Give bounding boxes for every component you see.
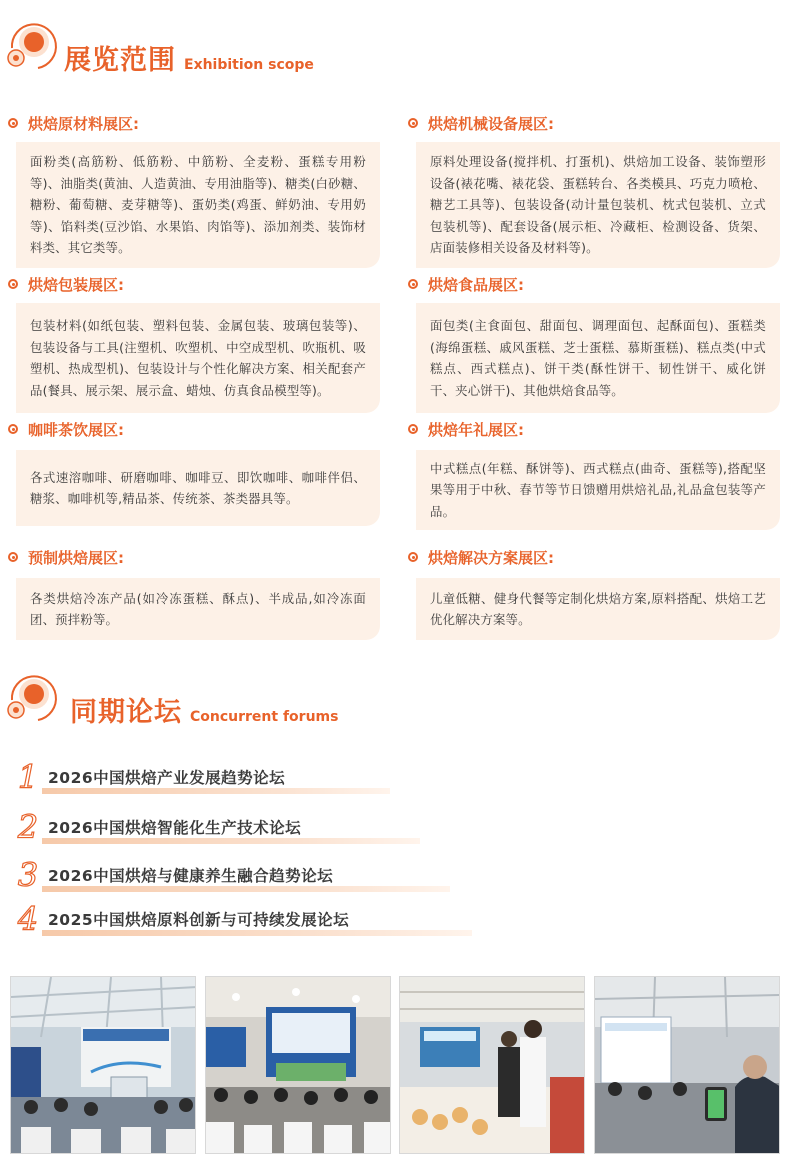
event-photo-image	[11, 977, 196, 1154]
zone-gift	[408, 418, 780, 519]
bullet-icon	[8, 552, 18, 562]
bullet-icon	[408, 552, 418, 562]
zone-solutions	[408, 546, 780, 627]
zone-description: 包装材料(如纸包装、塑料包装、金属包装、玻璃包装等)、包装设备与工具(注塑机、吹塑机、中空成型机、吹瓶机、吸塑机、热成型机)、包装设计与个性化解决方案、相关配套产品(餐具、展示架、展示盒、蜡烛、仿真食品模型等)。	[16, 303, 380, 413]
zone-label: 烘焙食品展区:	[428, 275, 524, 294]
event-photo-4	[594, 976, 780, 1154]
forum-title: 2026中国烘焙产业发展趋势论坛	[48, 769, 286, 787]
bullet-icon	[8, 118, 18, 128]
forum-item	[12, 760, 392, 794]
forum-number: 2	[17, 808, 39, 846]
event-photo-image	[400, 977, 585, 1154]
zone-description: 各类烘焙冷冻产品(如冷冻蛋糕、酥点)、半成品,如冷冻面团、预拌粉等。	[16, 578, 380, 640]
bullet-icon	[408, 424, 418, 434]
bullet-icon	[8, 279, 18, 289]
zone-label: 烘焙解决方案展区:	[428, 548, 554, 567]
event-photo-1	[10, 976, 196, 1154]
forum-underline	[42, 930, 472, 936]
event-photo-3	[399, 976, 585, 1154]
forum-title: 2026中国烘焙智能化生产技术论坛	[48, 819, 302, 837]
zone-description: 中式糕点(年糕、酥饼等)、西式糕点(曲奇、蛋糕等),搭配坚果等用于中秋、春节等节日馈赠用烘焙礼品,礼品盒包装等产品。	[416, 450, 780, 530]
zone-label: 咖啡茶饮展区:	[28, 420, 124, 439]
zone-label: 烘焙机械设备展区:	[428, 114, 554, 133]
section-title: 展览范围	[64, 45, 176, 76]
bullet-icon	[8, 424, 18, 434]
zone-label: 烘焙包装展区:	[28, 275, 124, 294]
section-title: 同期论坛	[70, 697, 182, 728]
zone-label: 烘焙年礼展区:	[428, 420, 524, 439]
zone-prepared	[8, 546, 380, 627]
section-subtitle: Concurrent forums	[190, 709, 339, 725]
section-subtitle: Exhibition scope	[184, 57, 314, 73]
forum-number: 4	[17, 900, 39, 938]
zone-packaging	[8, 273, 380, 398]
bullet-icon	[408, 118, 418, 128]
zone-machinery	[408, 112, 780, 256]
forum-underline	[42, 838, 420, 844]
forum-number: 3	[17, 856, 39, 894]
forum-underline	[42, 788, 390, 794]
event-photo-2	[205, 976, 391, 1154]
zone-description: 儿童低糖、健身代餐等定制化烘焙方案,原料搭配、烘焙工艺优化解决方案等。	[416, 578, 780, 640]
zone-food	[408, 273, 780, 398]
zone-description: 面包类(主食面包、甜面包、调理面包、起酥面包)、蛋糕类(海绵蛋糕、戚风蛋糕、芝士蛋糕、慕斯蛋糕)、糕点类(中式糕点、西式糕点)、饼干类(酥性饼干、韧性饼干、威化饼干、夹心饼干)、其他烘焙食品等。	[416, 303, 780, 413]
zone-description: 各式速溶咖啡、研磨咖啡、咖啡豆、即饮咖啡、咖啡伴侣、糖浆、咖啡机等,精品茶、传统茶、茶类器具等。	[16, 450, 380, 526]
event-photo-image	[206, 977, 391, 1154]
zone-coffee-tea	[8, 418, 380, 506]
forum-underline	[42, 886, 450, 892]
zone-description: 面粉类(高筋粉、低筋粉、中筋粉、全麦粉、蛋糕专用粉等)、油脂类(黄油、人造黄油、专用油脂等)、糖类(白砂糖、糖粉、葡萄糖、麦芽糖等)、蛋奶类(鸡蛋、鲜奶油、专用奶等)、馅料类(豆沙馅、水果馅、肉馅等)、添加剂类、装饰材料类、其它类等。	[16, 142, 380, 268]
bullet-icon	[408, 279, 418, 289]
zone-label: 烘焙原材料展区:	[28, 114, 139, 133]
forum-number: 1	[17, 758, 39, 796]
circle-logo-icon	[4, 664, 64, 724]
circle-logo-icon	[4, 12, 64, 72]
event-photo-image	[595, 977, 780, 1154]
forum-title: 2025中国烘焙原料创新与可持续发展论坛	[48, 911, 350, 929]
zone-raw-materials	[8, 112, 380, 256]
zone-description: 原料处理设备(搅拌机、打蛋机)、烘焙加工设备、装饰塑形设备(裱花嘴、裱花袋、蛋糕转台、各类模具、巧克力喷枪、糖艺工具等)、包装设备(动计量包装机、枕式包装机、立式包装机等)、配套设备(展示柜、冷藏柜、检测设备、货架、店面装修相关设备及材料等)。	[416, 142, 780, 268]
forum-item	[12, 902, 474, 936]
forum-item	[12, 858, 452, 892]
zone-label: 预制烘焙展区:	[28, 548, 124, 567]
forum-item	[12, 810, 422, 844]
forum-title: 2026中国烘焙与健康养生融合趋势论坛	[48, 867, 334, 885]
